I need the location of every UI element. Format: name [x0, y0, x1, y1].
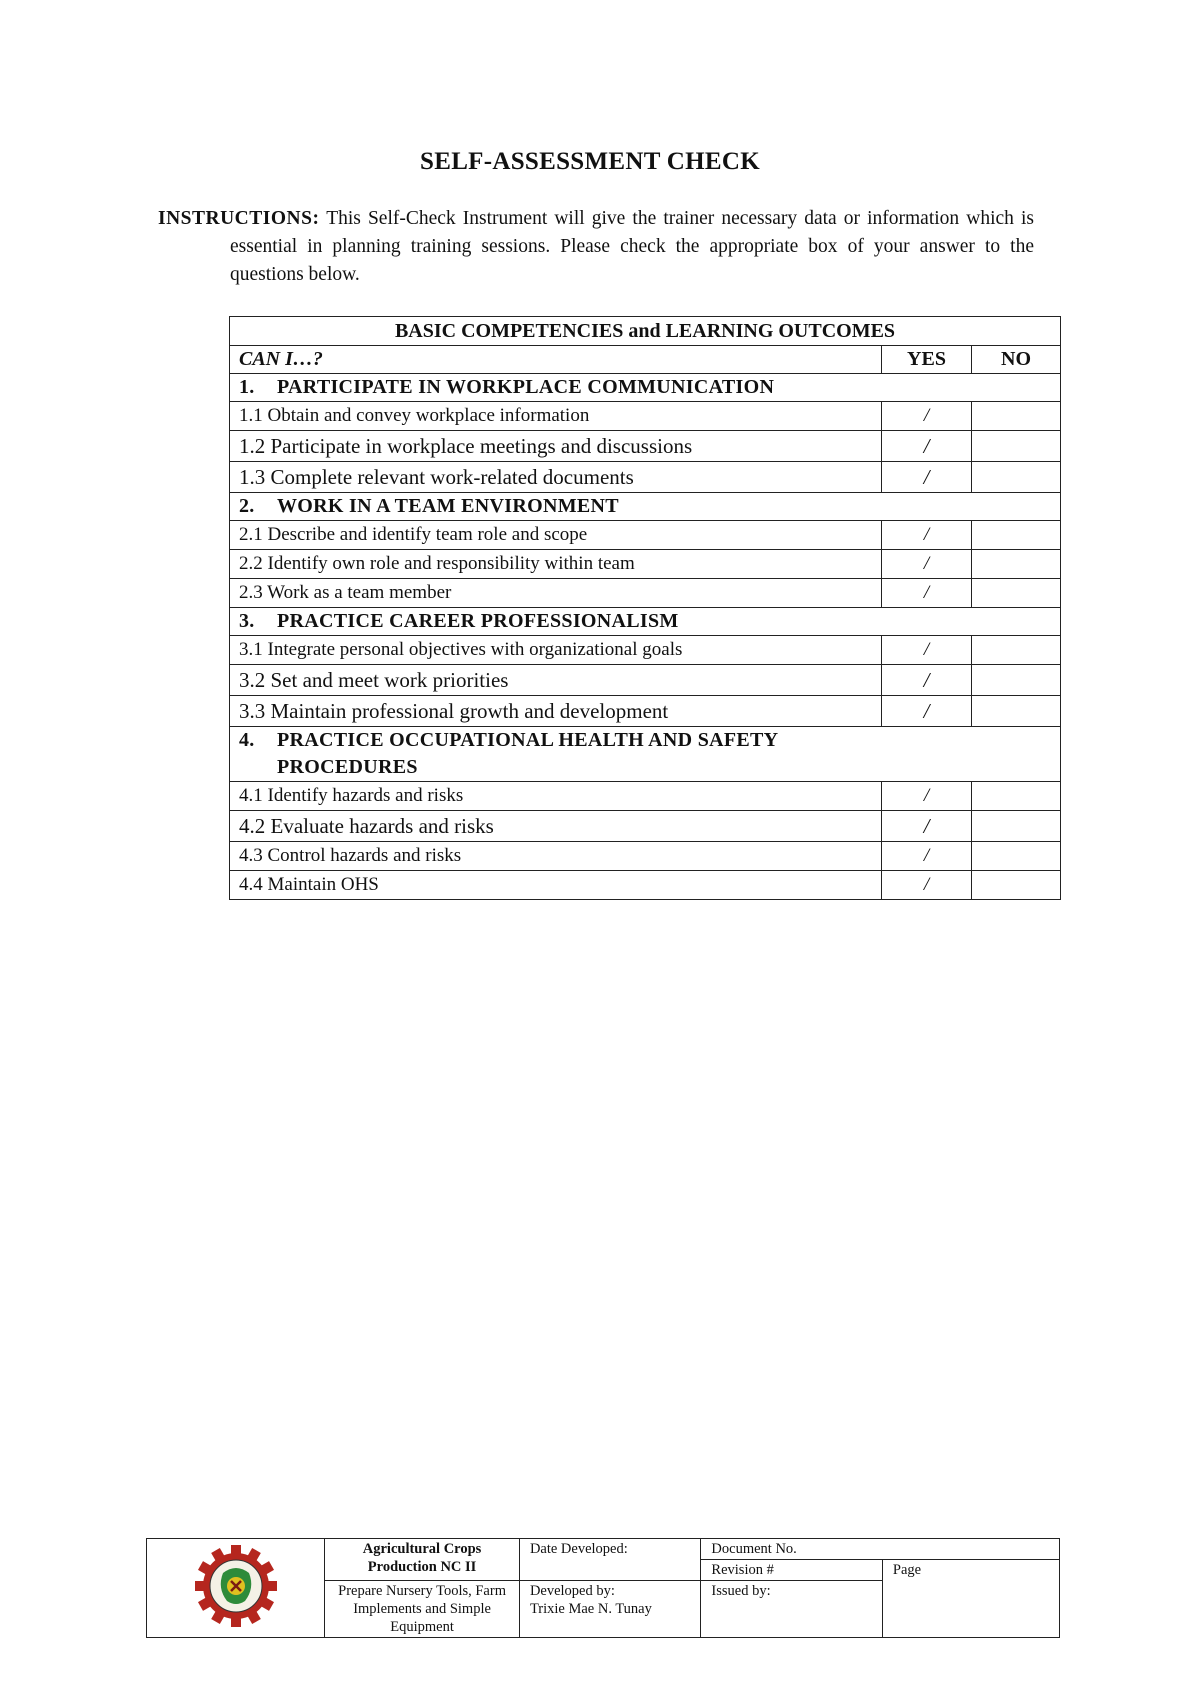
section-title: WORK IN A TEAM ENVIRONMENT [277, 495, 619, 517]
table-row [230, 665, 1061, 696]
footer-issued-by: Issued by: [701, 1581, 882, 1638]
yes-checkbox[interactable]: / [882, 871, 972, 900]
table-row [230, 842, 1061, 871]
yes-checkbox[interactable]: / [882, 462, 972, 493]
section-title: PRACTICE CAREER PROFESSIONALISM [277, 610, 679, 632]
outcome-label: 1.3 Complete relevant work-related documents [230, 462, 882, 493]
can-i-header: CAN I…? [230, 346, 882, 374]
section-title: PARTICIPATE IN WORKPLACE COMMUNICATION [277, 376, 775, 398]
instructions-lead: INSTRUCTIONS: [158, 208, 320, 229]
section-heading [230, 493, 1061, 521]
section-row [230, 608, 1061, 636]
school-logo-cell [147, 1539, 325, 1638]
outcome-label: 1.2 Participate in workplace meetings and discussions [230, 431, 882, 462]
section-number: 4. [239, 729, 255, 751]
no-checkbox[interactable] [972, 782, 1061, 811]
document-footer [146, 1538, 1060, 1638]
outcome-label: 4.3 Control hazards and risks [230, 842, 882, 871]
page-title: SELF-ASSESSMENT CHECK [420, 148, 760, 175]
no-checkbox[interactable] [972, 696, 1061, 727]
no-checkbox[interactable] [972, 462, 1061, 493]
table-row [230, 431, 1061, 462]
assessment-table [229, 316, 1061, 900]
developed-by-name: Trixie Mae N. Tunay [529, 1601, 652, 1617]
yes-checkbox[interactable]: / [882, 402, 972, 431]
yes-checkbox[interactable]: / [882, 636, 972, 665]
table-row [230, 402, 1061, 431]
section-number: 3. [239, 610, 255, 632]
table-row [230, 462, 1061, 493]
section-number: 1. [239, 376, 255, 398]
yes-checkbox[interactable]: / [882, 782, 972, 811]
section-heading [230, 727, 1061, 782]
outcome-label: 4.2 Evaluate hazards and risks [230, 811, 882, 842]
table-row [230, 782, 1061, 811]
yes-checkbox[interactable]: / [882, 696, 972, 727]
no-checkbox[interactable] [972, 871, 1061, 900]
section-heading [230, 374, 1061, 402]
yes-checkbox[interactable]: / [882, 521, 972, 550]
instructions [158, 205, 1034, 289]
footer-document-no: Document No. [701, 1539, 1060, 1560]
outcome-label: 4.4 Maintain OHS [230, 871, 882, 900]
yes-checkbox[interactable]: / [882, 665, 972, 696]
outcome-label: 3.2 Set and meet work priorities [230, 665, 882, 696]
footer-date-developed: Date Developed: [519, 1539, 700, 1581]
section-number: 2. [239, 495, 255, 517]
outcome-label: 2.1 Describe and identify team role and scope [230, 521, 882, 550]
outcome-label: 2.3 Work as a team member [230, 579, 882, 608]
no-checkbox[interactable] [972, 579, 1061, 608]
section-row [230, 493, 1061, 521]
section-row [230, 374, 1061, 402]
school-seal-icon [193, 1543, 279, 1629]
table-header-row [230, 317, 1061, 346]
yes-checkbox[interactable]: / [882, 431, 972, 462]
instructions-text: This Self-Check Instrument will give the trainer necessary data or information which is essential in planning training sessions. Please check the appropriate box of your answer to the questions below. [230, 208, 1034, 285]
table-row [230, 636, 1061, 665]
table-row [230, 550, 1061, 579]
footer-course: Agricultural Crops Production NC II [325, 1539, 520, 1581]
table-row [230, 696, 1061, 727]
outcome-label: 3.3 Maintain professional growth and development [230, 696, 882, 727]
outcome-label: 3.1 Integrate personal objectives with organizational goals [230, 636, 882, 665]
footer-revision: Revision # [701, 1560, 882, 1581]
yes-checkbox[interactable]: / [882, 811, 972, 842]
no-checkbox[interactable] [972, 842, 1061, 871]
no-checkbox[interactable] [972, 550, 1061, 579]
footer-developed-by [519, 1581, 700, 1638]
outcome-label: 1.1 Obtain and convey workplace information [230, 402, 882, 431]
no-header: NO [972, 346, 1061, 374]
no-checkbox[interactable] [972, 402, 1061, 431]
section-title: PRACTICE OCCUPATIONAL HEALTH AND SAFETY PROCEDURES [277, 729, 778, 778]
outcome-label: 2.2 Identify own role and responsibility within team [230, 550, 882, 579]
table-row [230, 579, 1061, 608]
table-row [230, 521, 1061, 550]
table-row [230, 871, 1061, 900]
footer-module: Prepare Nursery Tools, Farm Implements and Simple Equipment [325, 1581, 520, 1638]
section-heading [230, 608, 1061, 636]
column-header-row [230, 346, 1061, 374]
yes-checkbox[interactable]: / [882, 842, 972, 871]
yes-checkbox[interactable]: / [882, 550, 972, 579]
no-checkbox[interactable] [972, 521, 1061, 550]
no-checkbox[interactable] [972, 811, 1061, 842]
developed-by-label: Developed by: [529, 1583, 615, 1599]
no-checkbox[interactable] [972, 636, 1061, 665]
table-row [230, 811, 1061, 842]
table-header: BASIC COMPETENCIES and LEARNING OUTCOMES [230, 317, 1061, 346]
outcome-label: 4.1 Identify hazards and risks [230, 782, 882, 811]
no-checkbox[interactable] [972, 665, 1061, 696]
yes-header: YES [882, 346, 972, 374]
footer-page: Page [882, 1560, 1059, 1638]
yes-checkbox[interactable]: / [882, 579, 972, 608]
no-checkbox[interactable] [972, 431, 1061, 462]
section-row [230, 727, 1061, 782]
